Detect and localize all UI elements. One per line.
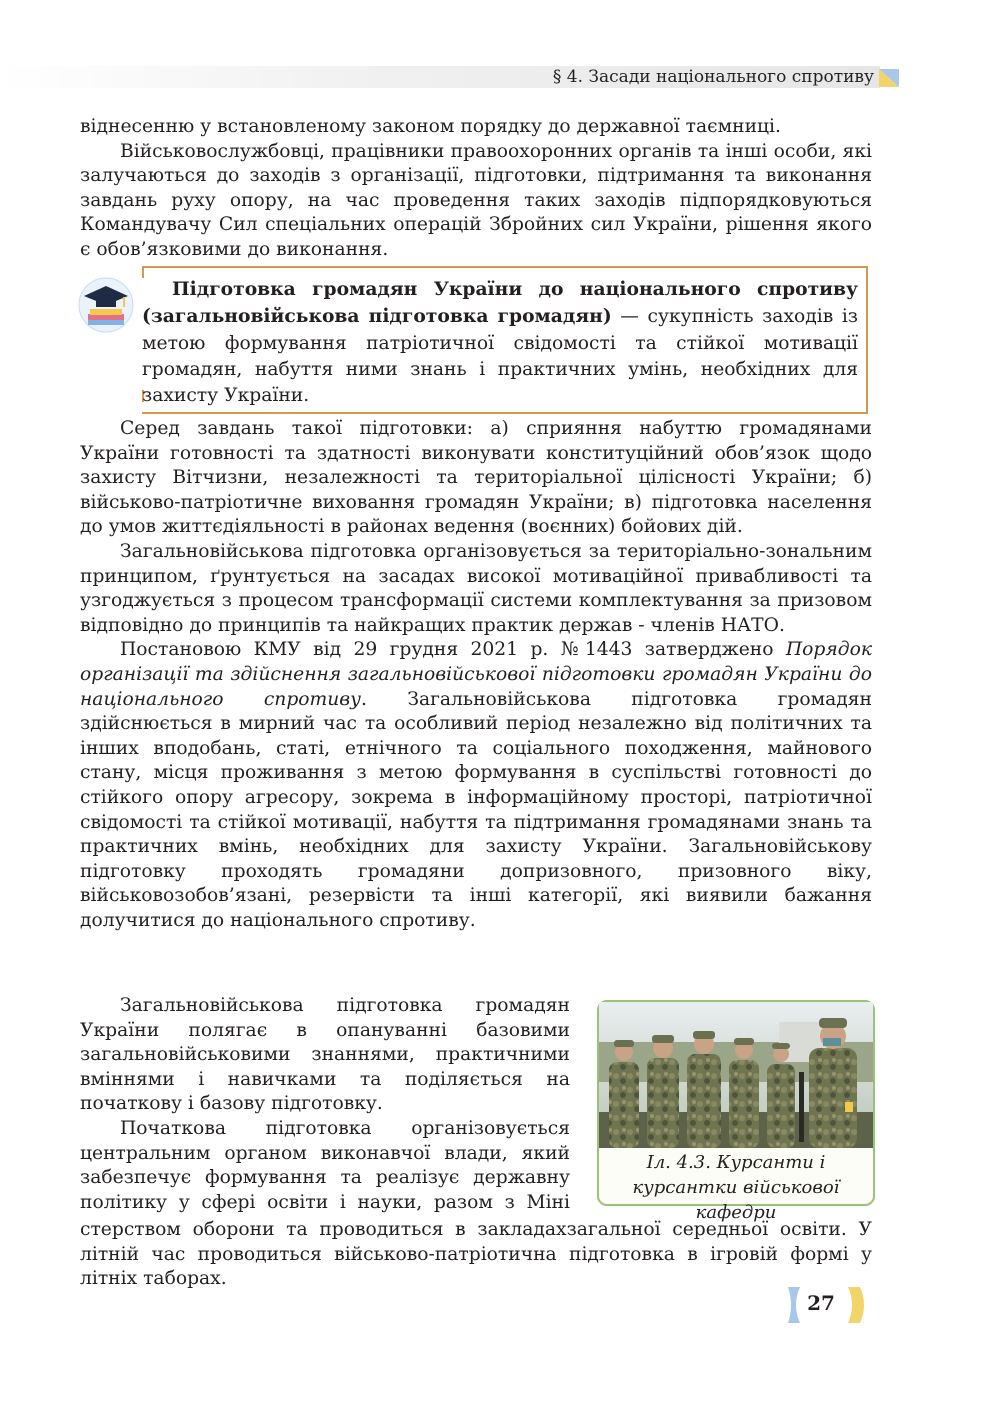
running-header: § 4. Засади національного спротиву: [552, 67, 874, 87]
definition-term: Підготовка громадян України до національного спротиву (загальновійськова підготовка громадян): [142, 278, 858, 328]
document-title-italic: Порядок організації та здійснення загальновійськової підготовки громадян України до національного спротиву: [80, 639, 872, 710]
paragraph: Загальновійськова підготовка громадян України полягає в опануванні базовими загальновійськовими знаннями, практичними вміннями і навичками та поділяється на початкову і базову підготовку.: [80, 995, 570, 1115]
paragraph: [80, 638, 872, 933]
text-block-side: [80, 994, 570, 1215]
definition-text: [142, 276, 858, 409]
paragraph-span: Постановою КМУ від 29 грудня 2021 р. №1443 затверджено: [120, 639, 786, 661]
figure-caption: Іл. 4.3. Курсанти і курсантки військової кафедри: [632, 1152, 840, 1223]
paragraph: Початкова підготовка організовується центральним органом виконавчої влади, який забезпечує формування та реалізує державну політику у сфері освіти і науки, разом з Міні: [80, 1117, 570, 1213]
paragraph: Загальновійськова підготовка організовується за територіально-зональним принципом, ґрунтується на засадах високої мотиваційної привабливості та узгоджується з процесом трансформації системи комплектування за призовом відповідно до принципів та найкращих практик держав - членів НАТО.: [80, 540, 872, 636]
paragraph: Серед завдань такої підготовки: а) сприяння набуттю громадянами України готовності та здатності виконувати конституційний обов’язок щодо захисту Вітчизни, незалежності та територіальної цілісності України; б) військово-патріотичне виховання громадян України; в) підготовка населення до умов життєдіяльності в районах ведення (воєнних) бойових дій.: [80, 418, 872, 538]
text-block-bottom: [80, 1218, 872, 1292]
paragraph-span: . Загальновійськова підготовка громадян здійснюється в мирний час та особливий період незалежно від політичних та інших вподобань, статі, етнічного та соціального походження, майнового стану, місця проживання з метою формування в суспільстві готовності до стійкого опору агресору, зокрема в інформаційному просторі, патріотичної свідомості та стійкої мотивації, набуття та підтримання громадянами знань та практичних вмінь, необхідних для захисту України. Загальновійськову підготовку проходять громадяни допризовного, призовного віку, військовозобов’язані, резервісти та інші категорії, які виявили бажання долучитися до національного спротиву.: [80, 688, 872, 931]
corner-triangle-icon: [879, 69, 899, 87]
definition-body: — сукупність заходів із метою формування патріотичної свідомості та стійкої мотивації громадян, набуття ними знань і практичних умінь, необхідних для захисту України.: [142, 306, 858, 407]
text-block-top: [80, 115, 872, 263]
paragraph: Військовослужбовці, працівники правоохоронних органів та інші особи, які залучаються до заходів з організації, підготовки, підтримання та виконання завдань руху опору, на час проведення таких заходів підпорядковуються Командувачу Сил спеціальних операцій Збройних сил України, рішення якого є обов’язковими до виконання.: [80, 140, 872, 260]
cadets-photo: [599, 1002, 873, 1148]
figure: [597, 1000, 875, 1223]
graduation-cap-books-icon: [78, 276, 134, 334]
page-number: 27: [807, 1291, 835, 1315]
paragraph: стерством оборони та проводиться в закладахзагальної середньої освіти. У літній час проводиться військово-патріотична підготовка в ігровій формі у літніх таборах.: [80, 1219, 872, 1290]
paragraph: віднесенню у встановленому законом порядку до державної таємниці.: [80, 116, 781, 137]
text-block-middle: [80, 417, 872, 933]
